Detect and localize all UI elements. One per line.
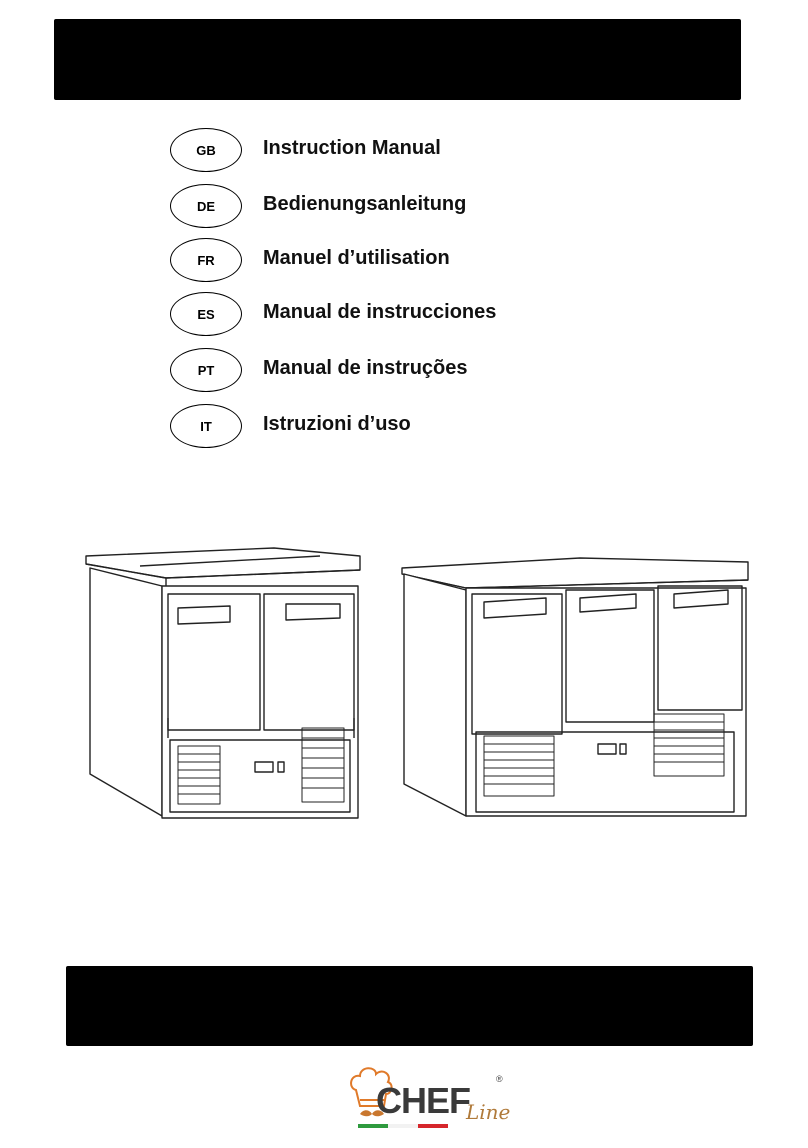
- manual-title: Istruzioni d’uso: [263, 413, 411, 435]
- language-row-gb: [170, 128, 590, 174]
- language-row-fr: [170, 238, 590, 284]
- language-code-badge: FR: [170, 238, 242, 282]
- header-black-bar: [54, 19, 741, 100]
- language-code-badge: PT: [170, 348, 242, 392]
- manual-title: Manual de instruções: [263, 357, 468, 379]
- three-door-counter-drawing: [402, 558, 748, 816]
- logo-sub-text: Line: [466, 1100, 511, 1124]
- manual-title: Manual de instrucciones: [263, 301, 497, 323]
- language-row-pt: [170, 348, 590, 394]
- chef-line-logo: [346, 1062, 536, 1138]
- language-code-badge: IT: [170, 404, 242, 448]
- language-row-it: [170, 404, 590, 450]
- footer-black-bar: [66, 966, 753, 1046]
- language-code-badge: ES: [170, 292, 242, 336]
- manual-title: Instruction Manual: [263, 137, 441, 159]
- language-row-es: [170, 292, 590, 338]
- manual-title: Bedienungsanleitung: [263, 193, 467, 215]
- registered-mark: ®: [496, 1074, 503, 1084]
- two-door-counter-drawing: [86, 548, 360, 818]
- language-code-badge: DE: [170, 184, 242, 228]
- refrigerated-counter-illustration: [80, 528, 750, 828]
- logo-brand-text: CHEF: [376, 1080, 470, 1121]
- language-code-badge: GB: [170, 128, 242, 172]
- manual-title: Manuel d’utilisation: [263, 247, 450, 269]
- language-row-de: [170, 184, 590, 230]
